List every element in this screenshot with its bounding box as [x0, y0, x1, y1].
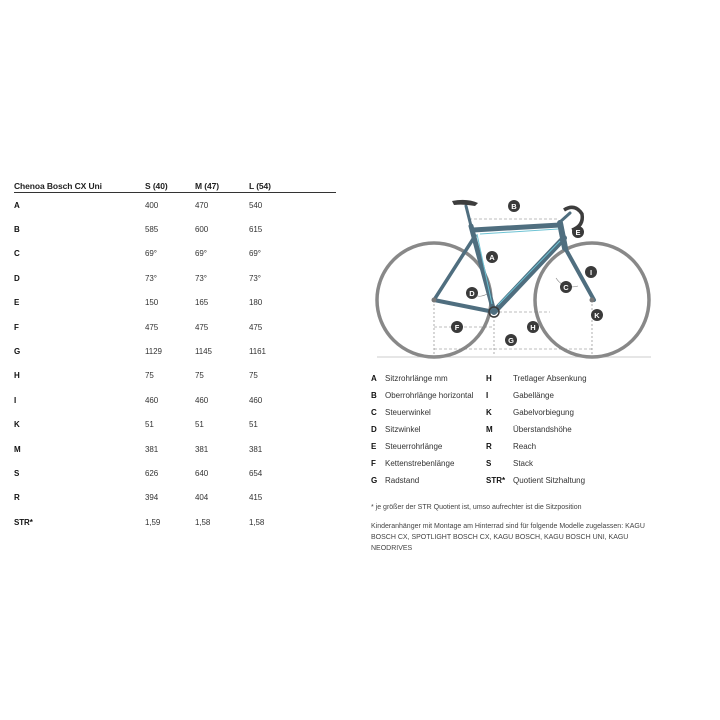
legend-text: Oberrohrlänge horizontal	[385, 391, 474, 400]
cell-m: 600	[195, 225, 209, 235]
cell-l: 69°	[249, 249, 261, 259]
cell-s: 1129	[145, 347, 162, 357]
cell-l: 475	[249, 322, 263, 332]
svg-text:F: F	[454, 322, 460, 332]
legend-text: Radstand	[385, 476, 420, 485]
front-hub	[590, 298, 595, 303]
cell-l: 460	[249, 395, 263, 405]
marker-b	[508, 200, 520, 212]
cell-m: 475	[195, 322, 209, 332]
row-key: C	[14, 249, 20, 259]
cell-s: 400	[145, 200, 159, 210]
legend-key: S	[486, 459, 492, 468]
cell-m: 381	[195, 444, 209, 454]
row-key: B	[14, 225, 20, 235]
rear-hub	[432, 298, 437, 303]
row-key: R	[14, 493, 20, 503]
seat-post	[466, 206, 471, 226]
size-l-header: L (54)	[249, 178, 336, 193]
legend-text: Überstandshöhe	[513, 425, 572, 434]
svg-text:B: B	[511, 201, 517, 211]
table-row	[14, 413, 336, 437]
legend-key: C	[371, 408, 377, 417]
table-row	[14, 364, 336, 388]
legend-key: G	[371, 476, 378, 485]
cell-m: 640	[195, 468, 209, 478]
cell-s: 75	[145, 371, 154, 381]
cell-m: 75	[195, 371, 204, 381]
marker-h	[527, 321, 539, 333]
cell-m: 51	[195, 420, 204, 430]
legend-key: K	[486, 408, 492, 417]
row-key: STR*	[14, 517, 33, 527]
chainstay	[434, 300, 494, 312]
marker-i	[585, 266, 597, 278]
cell-l: 1161	[249, 347, 266, 357]
marker-e	[572, 226, 584, 238]
legend-text: Sitzrohrlänge mm	[385, 374, 448, 383]
cell-s: 394	[145, 493, 159, 503]
bike-frame	[434, 206, 594, 312]
stem	[560, 213, 570, 222]
table-row	[14, 461, 336, 485]
row-key: G	[14, 347, 21, 357]
svg-text:G: G	[508, 335, 514, 345]
legend-key: F	[371, 459, 376, 468]
svg-text:D: D	[469, 288, 475, 298]
legend-text: Kettenstrebenlänge	[385, 459, 455, 468]
legend-key: B	[371, 391, 377, 400]
legend-text: Steuerwinkel	[385, 408, 431, 417]
row-key: E	[14, 298, 20, 308]
table-row	[14, 217, 336, 241]
cell-s: 51	[145, 420, 154, 430]
str-footnote: * je größer der STR Quotient ist, umso aufrechter ist die Sitzposition	[371, 504, 582, 511]
cell-l: 180	[249, 298, 263, 308]
svg-text:E: E	[575, 227, 581, 237]
cell-s: 381	[145, 444, 159, 454]
marker-a	[486, 251, 498, 263]
legend-text: Gabellänge	[513, 391, 554, 400]
table-row	[14, 388, 336, 412]
svg-text:C: C	[563, 282, 569, 292]
legend-text: Tretlager Absenkung	[513, 374, 587, 383]
row-key: S	[14, 468, 20, 478]
cell-m: 460	[195, 395, 209, 405]
row-key: I	[14, 395, 17, 405]
table-header-row	[14, 178, 336, 193]
cell-l: 73°	[249, 273, 261, 283]
row-key: A	[14, 200, 20, 210]
cell-s: 626	[145, 468, 159, 478]
legend-key: R	[486, 442, 492, 451]
cell-l: 51	[249, 420, 258, 430]
legend-text: Sitzwinkel	[385, 425, 421, 434]
legend-key: E	[371, 442, 377, 451]
svg-text:K: K	[594, 310, 600, 320]
bike-geometry-diagram	[372, 186, 656, 364]
marker-g	[505, 334, 517, 346]
cell-s: 585	[145, 225, 159, 235]
cell-l: 540	[249, 200, 263, 210]
svg-text:A: A	[489, 252, 495, 262]
table-row	[14, 339, 336, 363]
cell-s: 475	[145, 322, 159, 332]
marker-k	[591, 309, 603, 321]
cell-s: 73°	[145, 273, 157, 283]
cell-l: 75	[249, 371, 258, 381]
cell-s: 1,59	[145, 517, 161, 527]
legend-key: M	[486, 425, 493, 434]
legend-key: STR*	[486, 476, 506, 485]
marker-c	[560, 281, 572, 293]
legend-text: Gabelvorbiegung	[513, 408, 574, 417]
cell-m: 404	[195, 493, 209, 503]
cell-m: 1,58	[195, 517, 211, 527]
cell-m: 73°	[195, 273, 207, 283]
cell-s: 69°	[145, 249, 157, 259]
table-row	[14, 315, 336, 339]
cell-l: 415	[249, 493, 263, 503]
marker-d	[466, 287, 478, 299]
row-key: F	[14, 322, 19, 332]
table-row	[14, 510, 336, 534]
svg-text:I: I	[589, 267, 593, 277]
row-key: K	[14, 420, 20, 430]
cell-l: 1,58	[249, 517, 265, 527]
table-row	[14, 193, 336, 218]
legend-text: Steuerrohrlänge	[385, 442, 443, 451]
svg-text:H: H	[530, 322, 536, 332]
cell-m: 165	[195, 298, 209, 308]
cell-s: 460	[145, 395, 159, 405]
cell-s: 150	[145, 298, 159, 308]
size-s-header: S (40)	[145, 178, 195, 193]
row-key: M	[14, 444, 21, 454]
cell-l: 615	[249, 225, 263, 235]
table-row	[14, 242, 336, 266]
cell-m: 470	[195, 200, 209, 210]
geometry-table	[14, 178, 336, 534]
down-tube	[494, 238, 564, 312]
cell-m: 1145	[195, 347, 212, 357]
legend-key: D	[371, 425, 377, 434]
legend-key: A	[371, 374, 377, 383]
marker-f	[451, 321, 463, 333]
trailer-note: Kinderanhänger mit Montage am Hinterrad sind für folgende Modelle zugelassen: KAGU BOSCH CX, SPOTLIGHT BOSCH CX, KAGU BOSCH, KAGU BOSCH UNI, KAGU NEODRIVES	[371, 523, 645, 552]
table-row	[14, 291, 336, 315]
legend-text: Stack	[513, 459, 534, 468]
legend-key: I	[486, 391, 489, 400]
size-m-header: M (47)	[195, 178, 249, 193]
cell-l: 381	[249, 444, 263, 454]
legend-key: H	[486, 374, 492, 383]
table-row	[14, 437, 336, 461]
legend-text: Reach	[513, 442, 537, 451]
legend-text: Quotient Sitzhaltung	[513, 476, 586, 485]
table-row	[14, 486, 336, 510]
table-row	[14, 266, 336, 290]
cell-l: 654	[249, 468, 263, 478]
cell-m: 69°	[195, 249, 207, 259]
row-key: D	[14, 273, 20, 283]
row-key: H	[14, 371, 20, 381]
model-name-header: Chenoa Bosch CX Uni	[14, 178, 145, 193]
